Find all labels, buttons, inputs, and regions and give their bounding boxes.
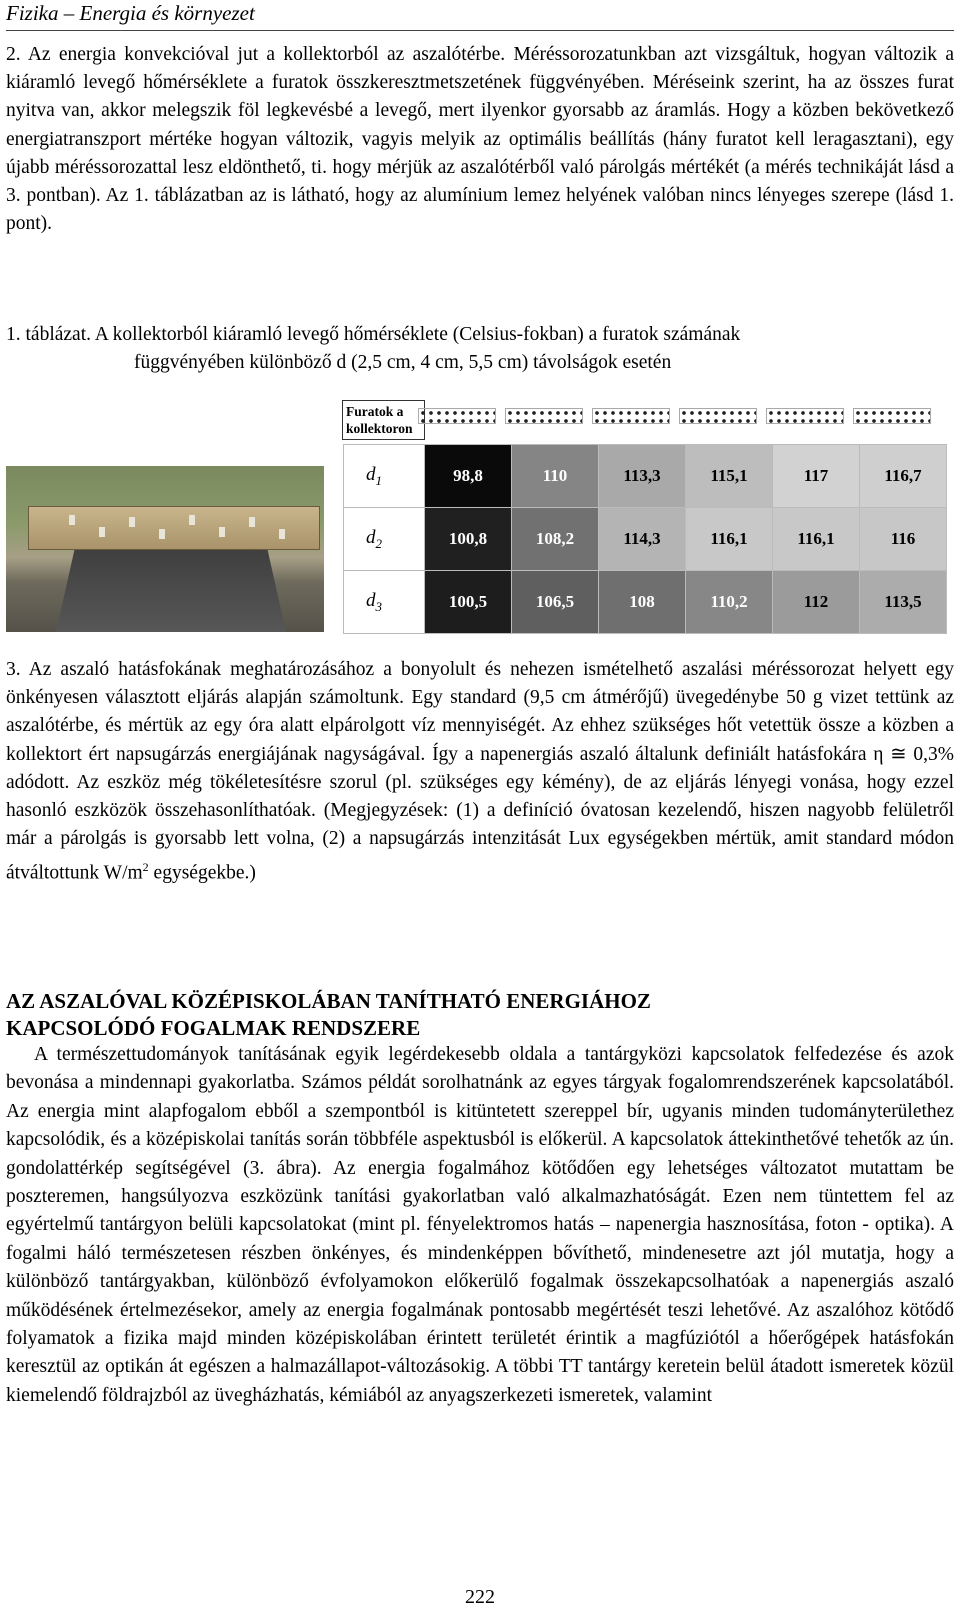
row-label-letter: d [366,526,376,548]
row-label [344,508,425,571]
table-cell: 106,5 [512,571,599,634]
table-cell: 113,5 [860,571,947,634]
paragraph-3-main: 3. Az aszaló hatásfokának meghatározásához a bonyolult és nehezen ismételhető aszalási méréssorozat helyett egy önkényesen választott eljárás alapján számoltunk. Egy standard (9,5 cm átmérőjű) üvegedénybe 50 g vizet tettünk az aszalótérbe, és mértük az egy óra alatt elpárolgott víz mennyiségét. Az ehhez szükséges hőt vetettük össze a közben a kollektort ért napsugárzás energiájának nagyságával. Így a napenergiás aszaló általunk definiált hatásfokára η ≅ 0,3% adódott. Az eszköz még tökéletesítésre szorul (pl. szükséges egy kémény), de az eljárás lényegi vonása, hogy ezzel hasonló eszközök összehasonlíthatóak. (Megjegyzések: (1) a definíció óvatosan kezelendő, hiszen nagyobb felületről már a párolgás is gyorsabb lett volna, (2) a napsugárzás intenzitását Lux egységekben mértük, amit standard módon átváltottunk W/m [6,659,954,884]
table-cell: 116,1 [686,508,773,571]
table-cell: 113,3 [599,445,686,508]
row-label [344,445,425,508]
row-label-letter: d [366,463,376,485]
heading-line-2: KAPCSOLÓDÓ FOGALMAK RENDSZERE [6,1016,421,1040]
page-number: 222 [465,1586,495,1608]
header-title: Fizika – Energia és környezet [6,1,255,25]
hole-pattern-icon [853,408,931,424]
table-cell: 114,3 [599,508,686,571]
hole-pattern-icon [679,408,757,424]
caption-line-2: függvényében különböző d (2,5 cm, 4 cm, 5,5 cm) távolságok esetén [134,352,672,373]
corner-label-line-1: Furatok a [346,404,404,419]
caption-line-1: 1. táblázat. A kollektorból kiáramló levegő hőmérséklete (Celsius-fokban) a furatok számának [6,324,741,345]
unit-superscript: 2 [142,860,149,875]
dryer-base [56,550,286,632]
table-cell: 112 [773,571,860,634]
row-label-letter: d [366,589,376,611]
table-cell: 116 [860,508,947,571]
paragraph-3-end: egységekbe.) [148,862,256,884]
table-cell: 116,7 [860,445,947,508]
table-cell: 110,2 [686,571,773,634]
row-label-subscript: 3 [375,598,382,614]
table-cell: 100,5 [425,571,512,634]
dryer-photo [6,466,324,632]
section-heading [6,988,954,1042]
paragraph-2: 2. Az energia konvekcióval jut a kollektorból az aszalótérbe. Méréssorozatunkban azt vizsgáltuk, hogyan változik a kiáramló levegő hőmérséklete a furatok összkeresztmetszetének függvényében. Méréseink szerint, ha az összes furat nyitva van, akkor melegszik föl legkevésbé a levegő, mert ilyenkor gyorsabb az áramlás. Hogy a közben bekövetkező energiatranszport mértéke hogyan változik, vagyis melyik az optimális beállítás (hány furatot kell leragasztani), egy újabb méréssorozattal lesz eldönthető, ti. hogy mérjük az aszalótérből való párolgás mértékét (a mérés technikáját lásd a 3. pontban). Az 1. táblázatban az is látható, hogy az alumínium lemez helyének valóban nincs lényeges szerepe (lásd 1. pont). [6,44,954,235]
collector-box [28,506,320,550]
table-cell: 110 [512,445,599,508]
temperature-table [343,444,947,634]
row-label-subscript: 2 [375,535,382,551]
heading-line-1: AZ ASZALÓVAL KÖZÉPISKOLÁBAN TANÍTHATÓ ENERGIÁHOZ [6,989,651,1013]
table-cell: 108 [599,571,686,634]
paragraph-4: A természettudományok tanításának egyik legérdekesebb oldala a tantárgyközi kapcsolatok felfedezése és azok bevonása a mindennapi gyakorlatba. Számos példát sorolhatnánk az egyes tárgyak fogalomrendszerének kapcsolatából. Az energia mint alapfogalom ebből a szempontból is kitüntetett szereppel bír, ugyanis minden tudományterülethez kapcsolódik, és a középiskolai tanítás során többféle aspektusból is előkerül. A kapcsolatok áttekinthetővé tehetők az ún. gondolattérkép segítségével (3. ábra). Az energia fogalmához kötődően egy lehetséges változatot mutattam be poszteremen, hangsúlyozva eszközünk tanítási gyakorlatban való alkalmazhatóságát. Ezen nem tüntettem fel az egyértelmű tantárgyon belüli kapcsolatokat (mint pl. fényelektromos hatás – napenergia hasznosítása, foton - optika). A fogalmi háló természetesen részben önkényes, és mindenképpen bővíthető, mindenesetre azt jól mutatja, hogy a különböző tantárgyakban, különböző évfolyamokon előkerülő fogalmak összekapcsolhatóak a napenergiás aszaló működésének értelmezésekor, amely az energia fogalmának pontosabb megértését teszi lehetővé. Az aszalóhoz kötődő folyamatok a fizika majd minden középiskolában érintett területét érintik a magfúziótól a hőerőgépek hatásfokán keresztül az optikán át egészen a halmazállapot-változásokig. A többi TT tantárgy keretein belül átadott ismeretek közül kiemelendő földrajzból az üvegházhatás, kémiából az anyagszerkezeti ismeretek, valamint [6,1044,954,1406]
hole-pattern-icon [592,408,670,424]
table-row [344,508,947,571]
hole-pattern-icon [505,408,583,424]
table-cell: 98,8 [425,445,512,508]
table-row [344,445,947,508]
table-cell: 117 [773,445,860,508]
table-cell: 100,8 [425,508,512,571]
hole-pattern-icon [418,408,496,424]
paragraph-3 [6,656,954,888]
row-label-subscript: 1 [375,472,382,488]
table-cell: 108,2 [512,508,599,571]
table-corner-label [342,400,425,440]
corner-label-line-2: kollektoron [346,421,413,436]
table-caption [6,321,954,377]
hole-pattern-icon [766,408,844,424]
row-label [344,571,425,634]
running-header [6,0,954,31]
table-cell: 115,1 [686,445,773,508]
table-cell: 116,1 [773,508,860,571]
table-row [344,571,947,634]
